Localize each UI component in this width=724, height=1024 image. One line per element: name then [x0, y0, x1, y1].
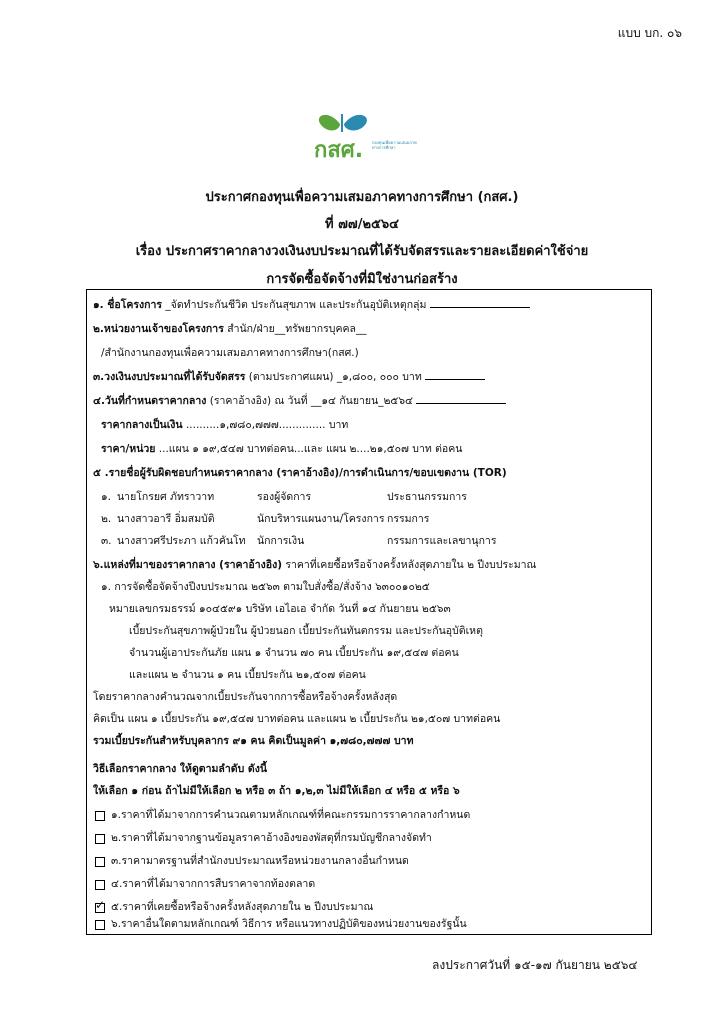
member-no: ๓.	[101, 535, 112, 547]
member-no: ๑.	[101, 491, 112, 503]
form-code: แบบ บก. ๐๖	[617, 26, 682, 40]
member-position: นักบริหารแผนงาน/โครงการ	[257, 513, 385, 525]
project-name-label: ๑. ชื่อโครงการ	[93, 299, 163, 311]
committee-label: ๕ .รายชื่อผู้รับผิดชอบกำหนดราคากลาง (ราคาอ้างอิง)/การดำเนินการ/ขอบเขตงาน (TOR)	[93, 467, 507, 479]
member-position: นักการเงิน	[257, 535, 305, 547]
member-role: กรรมการ	[387, 513, 430, 525]
heading-number: ที่ ๗๗/๒๕๖๔	[325, 217, 399, 232]
owner-unit-label: ๒.หน่วยงานเจ้าของโครงการ	[93, 323, 224, 335]
option-label: ๑.ราคาที่ได้มาจากการคำนวณตามหลักเกณฑ์ที่คณะกรรมการราคากลางกำหนด	[111, 809, 471, 821]
source-line: โดยราคากลางคำนวณจากเบี้ยประกันจากการซื้อหรือจ้างครั้งหลังสุด	[93, 691, 398, 703]
heading-subject: เรื่อง ประกาศราคากลางวงเงินงบประมาณที่ได้รับจัดสรรและรายละเอียดค่าใช้จ่าย	[135, 244, 589, 259]
source-line: ๑. การจัดซื้อจัดจ้างปีงบประมาณ ๒๕๖๓ ตามใบสั่งซื้อ/สั่งจ้าง ๖๓๐๐๑๐๒๕	[101, 581, 430, 593]
budget-label: ๓.วงเงินงบประมาณที่ได้รับจัดสรร	[93, 371, 246, 383]
owner-unit-line2: /สำนักงานกองทุนเพื่อความเสมอภาคทางการศึกษา(กสศ.)	[101, 347, 359, 359]
member-position: รองผู้จัดการ	[257, 491, 312, 503]
source-line: เบี้ยประกันสุขภาพผู้ป่วยใน ผู้ป่วยนอก เบี้ยประกันทันตกรรม และประกันอุบัติเหตุ	[129, 625, 483, 637]
option-checkbox[interactable]	[95, 857, 105, 867]
member-role: กรรมการและเลขานุการ	[387, 535, 497, 547]
option-checkbox-checked[interactable]	[95, 898, 106, 913]
heading-organization: ประกาศกองทุนเพื่อความเสมอภาคทางการศึกษา (กสศ.)	[205, 190, 519, 205]
announcement-date: ลงประกาศวันที่ ๑๕-๑๗ กันยายน ๒๕๖๔	[432, 958, 638, 972]
median-price-label: ราคากลางเป็นเงิน	[101, 419, 183, 431]
option-label: ๕.ราคาที่เคยซื้อหรือจ้างครั้งหลังสุดภายใน ๒ ปีงบประมาณ	[111, 901, 374, 913]
owner-unit-value: สำนัก/ฝ่าย__ทรัพยากรบุคคล__	[227, 323, 367, 335]
option-checkbox[interactable]	[95, 834, 105, 844]
logo-text: กสศ.	[314, 138, 364, 163]
option-label: ๔.ราคาที่ได้มาจากการสืบราคาจากท้องตลาด	[111, 878, 316, 890]
price-source-value: ราคาที่เคยซื้อหรือจ้างครั้งหลังสุดภายใน ๒ ปีงบประมาณ	[285, 559, 537, 571]
method-title: วิธีเลือกราคากลาง ให้ดูตามลำดับ ดังนี้	[93, 763, 268, 775]
price-form-box	[86, 289, 652, 935]
budget-value: (ตามประกาศแผน) _๑,๘๐๐, ๐๐๐ บาท	[248, 371, 422, 383]
project-name-value: _จัดทำประกันชีวิต ประกันสุขภาพ และประกันอุบัติเหตุกลุ่ม	[165, 299, 427, 311]
price-date-value: (ราคาอ้างอิง) ณ วันที่ __๑๔ กันยายน_๒๕๖๔	[209, 395, 413, 407]
median-price-value: ..........๑,๗๘๐,๗๗๗.............. บาท	[185, 419, 349, 431]
heading-subject-line2: การจัดซื้อจัดจ้างที่มิใช่งานก่อสร้าง	[266, 272, 458, 287]
unit-price-value: ...แผน ๑ ๑๙,๕๔๗ บาทต่อคน...และ แผน ๒....๒๑,๕๐๗ บาท ต่อคน	[158, 443, 463, 455]
price-date-label: ๔.วันที่กำหนดราคากลาง	[93, 395, 207, 407]
logo-subtitle: กองทุนเพื่อความเสมอภาคทางการศึกษา	[372, 140, 417, 150]
option-label: ๒.ราคาที่ได้มาจากฐานข้อมูลราคาอ้างอิงของพัสดุที่กรมบัญชีกลางจัดทำ	[111, 832, 432, 844]
unit-price-label: ราคา/หน่วย	[101, 443, 156, 455]
option-checkbox[interactable]	[95, 880, 105, 890]
member-name: นางสาวอารี อิ่มสมบัติ	[117, 513, 215, 525]
option-label: ๖.ราคาอื่นใดตามหลักเกณฑ์ วิธีการ หรือแนวทางปฏิบัติของหน่วยงานของรัฐนั้น	[111, 918, 467, 930]
member-name: นางสาวศรีประภา แก้วคันโท	[117, 535, 246, 547]
price-source-label: ๖.แหล่งที่มาของราคากลาง (ราคาอ้างอิง)	[93, 559, 282, 571]
source-line: หมายเลขกรมธรรม์ ๑๐๔๕๙๑ บริษัท เอไอเอ จำกัด วันที่ ๑๔ กันยายน ๒๕๖๓	[109, 603, 451, 615]
method-rule: ให้เลือก ๑ ก่อน ถ้าไม่มีให้เลือก ๒ หรือ ๓ ถ้า ๑,๒,๓ ไม่มีให้เลือก ๔ หรือ ๕ หรือ ๖	[93, 785, 460, 797]
source-line: คิดเป็น แผน ๑ เบี้ยประกัน ๑๙,๕๔๗ บาทต่อคน และแผน ๒ เบี้ยประกัน ๒๑,๕๐๗ บาทต่อคน	[93, 713, 501, 725]
source-line: และแผน ๒ จำนวน ๑ คน เบี้ยประกัน ๒๑,๕๐๗ ต่อคน	[129, 669, 366, 681]
member-no: ๒.	[101, 513, 112, 525]
option-checkbox[interactable]	[95, 811, 105, 821]
premium-total: รวมเบี้ยประกันสำหรับบุคลากร ๙๑ คน คิดเป็นมูลค่า ๑,๗๘๐,๗๗๗ บาท	[93, 735, 414, 747]
option-checkbox[interactable]	[95, 920, 105, 930]
option-label: ๓.ราคามาตรฐานที่สำนักงบประมาณหรือหน่วยงานกลางอื่นกำหนด	[111, 855, 409, 867]
member-name: นายโกรยศ ภัทราวาท	[117, 491, 215, 503]
organization-logo	[300, 108, 432, 163]
member-role: ประธานกรรมการ	[387, 491, 467, 503]
source-line: จำนวนผู้เอาประกันภัย แผน ๑ จำนวน ๗๐ คน เบี้ยประกัน ๑๙,๕๔๗ ต่อคน	[129, 647, 459, 659]
checkmark-icon: ✓	[95, 898, 106, 912]
